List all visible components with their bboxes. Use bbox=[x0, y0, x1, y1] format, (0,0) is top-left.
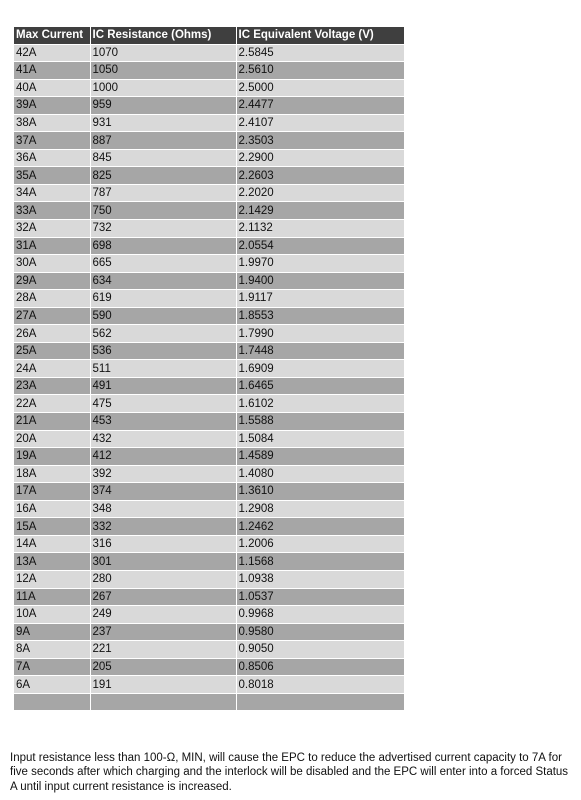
cell-max-current: 22A bbox=[14, 395, 90, 413]
cell-ic-resistance: 931 bbox=[90, 114, 236, 132]
cell-ic-voltage: 1.9400 bbox=[236, 272, 404, 290]
cell-max-current: 27A bbox=[14, 307, 90, 325]
table-row bbox=[14, 184, 404, 202]
cell-ic-resistance: 1050 bbox=[90, 62, 236, 80]
table-row bbox=[14, 500, 404, 518]
cell-max-current: 29A bbox=[14, 272, 90, 290]
table-row bbox=[14, 535, 404, 553]
table-row bbox=[14, 132, 404, 150]
cell-ic-resistance: 887 bbox=[90, 132, 236, 150]
table-row bbox=[14, 307, 404, 325]
table-body bbox=[14, 44, 404, 711]
cell-ic-voltage: 1.8553 bbox=[236, 307, 404, 325]
table-row bbox=[14, 44, 404, 62]
cell-ic-resistance: 249 bbox=[90, 606, 236, 624]
cell-max-current: 16A bbox=[14, 500, 90, 518]
cell-max-current: 10A bbox=[14, 606, 90, 624]
cell-ic-resistance: 280 bbox=[90, 570, 236, 588]
cell-ic-voltage: 1.6465 bbox=[236, 377, 404, 395]
cell-ic-resistance: 205 bbox=[90, 658, 236, 676]
table-row bbox=[14, 395, 404, 413]
table-row bbox=[14, 483, 404, 501]
cell-ic-resistance: 237 bbox=[90, 623, 236, 641]
cell-ic-voltage: 1.2908 bbox=[236, 500, 404, 518]
cell-ic-voltage: 1.6909 bbox=[236, 360, 404, 378]
cell-ic-resistance: 562 bbox=[90, 325, 236, 343]
cell-ic-resistance: 511 bbox=[90, 360, 236, 378]
cell-ic-voltage: 1.4589 bbox=[236, 448, 404, 466]
cell-max-current: 32A bbox=[14, 220, 90, 238]
cell-ic-voltage: 2.3503 bbox=[236, 132, 404, 150]
table-row bbox=[14, 62, 404, 80]
table-row bbox=[14, 448, 404, 466]
table-row bbox=[14, 149, 404, 167]
table-row bbox=[14, 430, 404, 448]
cell-max-current: 24A bbox=[14, 360, 90, 378]
cell-ic-resistance: 750 bbox=[90, 202, 236, 220]
cell-ic-voltage: 0.9580 bbox=[236, 623, 404, 641]
cell-ic-voltage: 1.1568 bbox=[236, 553, 404, 571]
table-row bbox=[14, 413, 404, 431]
cell-ic-resistance: 1070 bbox=[90, 44, 236, 62]
cell-max-current: 7A bbox=[14, 658, 90, 676]
cell-ic-resistance: 619 bbox=[90, 290, 236, 308]
empty-cell bbox=[14, 693, 90, 711]
cell-ic-voltage: 1.3610 bbox=[236, 483, 404, 501]
header-ic-resistance: IC Resistance (Ohms) bbox=[90, 27, 236, 44]
cell-max-current: 25A bbox=[14, 342, 90, 360]
cell-max-current: 26A bbox=[14, 325, 90, 343]
cell-ic-resistance: 590 bbox=[90, 307, 236, 325]
empty-cell bbox=[90, 693, 236, 711]
cell-ic-voltage: 2.5000 bbox=[236, 79, 404, 97]
cell-ic-voltage: 1.0537 bbox=[236, 588, 404, 606]
cell-ic-voltage: 1.4080 bbox=[236, 465, 404, 483]
cell-max-current: 17A bbox=[14, 483, 90, 501]
table-row bbox=[14, 360, 404, 378]
table-row bbox=[14, 588, 404, 606]
cell-ic-voltage: 2.2900 bbox=[236, 149, 404, 167]
empty-cell bbox=[236, 693, 404, 711]
table-row bbox=[14, 79, 404, 97]
cell-ic-resistance: 301 bbox=[90, 553, 236, 571]
cell-ic-resistance: 475 bbox=[90, 395, 236, 413]
cell-ic-resistance: 453 bbox=[90, 413, 236, 431]
cell-ic-voltage: 1.5588 bbox=[236, 413, 404, 431]
cell-ic-resistance: 392 bbox=[90, 465, 236, 483]
cell-ic-voltage: 2.0554 bbox=[236, 237, 404, 255]
table-row bbox=[14, 377, 404, 395]
cell-ic-voltage: 1.6102 bbox=[236, 395, 404, 413]
cell-ic-voltage: 1.7990 bbox=[236, 325, 404, 343]
table-row bbox=[14, 290, 404, 308]
cell-ic-resistance: 432 bbox=[90, 430, 236, 448]
cell-ic-voltage: 1.9117 bbox=[236, 290, 404, 308]
resistance-note: Input resistance less than 100-Ω, MIN, will cause the EPC to reduce the advertised current capacity to 7A for five seconds after which charging and the interlock will be disabled and the EPC will enter into a forced Status A until input current resistance is increased. bbox=[10, 751, 569, 793]
cell-ic-resistance: 412 bbox=[90, 448, 236, 466]
cell-max-current: 6A bbox=[14, 676, 90, 694]
cell-ic-resistance: 698 bbox=[90, 237, 236, 255]
table-header-row bbox=[14, 27, 404, 44]
cell-ic-voltage: 2.4107 bbox=[236, 114, 404, 132]
cell-ic-voltage: 1.2462 bbox=[236, 518, 404, 536]
cell-max-current: 34A bbox=[14, 184, 90, 202]
cell-max-current: 39A bbox=[14, 97, 90, 115]
cell-max-current: 23A bbox=[14, 377, 90, 395]
cell-ic-voltage: 1.7448 bbox=[236, 342, 404, 360]
cell-ic-resistance: 267 bbox=[90, 588, 236, 606]
cell-max-current: 12A bbox=[14, 570, 90, 588]
table-row bbox=[14, 570, 404, 588]
cell-ic-resistance: 491 bbox=[90, 377, 236, 395]
cell-ic-voltage: 2.5845 bbox=[236, 44, 404, 62]
cell-ic-voltage: 2.5610 bbox=[236, 62, 404, 80]
cell-ic-voltage: 0.9968 bbox=[236, 606, 404, 624]
table-row bbox=[14, 97, 404, 115]
table-row bbox=[14, 167, 404, 185]
table-row bbox=[14, 237, 404, 255]
cell-ic-resistance: 634 bbox=[90, 272, 236, 290]
cell-ic-resistance: 374 bbox=[90, 483, 236, 501]
cell-max-current: 9A bbox=[14, 623, 90, 641]
cell-ic-resistance: 665 bbox=[90, 255, 236, 273]
cell-ic-resistance: 1000 bbox=[90, 79, 236, 97]
cell-ic-resistance: 536 bbox=[90, 342, 236, 360]
header-ic-voltage: IC Equivalent Voltage (V) bbox=[236, 27, 404, 44]
table-row bbox=[14, 465, 404, 483]
cell-ic-voltage: 1.0938 bbox=[236, 570, 404, 588]
cell-ic-voltage: 2.1132 bbox=[236, 220, 404, 238]
table-row-empty bbox=[14, 693, 404, 711]
cell-max-current: 35A bbox=[14, 167, 90, 185]
cell-ic-voltage: 0.8018 bbox=[236, 676, 404, 694]
cell-max-current: 28A bbox=[14, 290, 90, 308]
current-resistance-table bbox=[14, 27, 405, 711]
table-row bbox=[14, 255, 404, 273]
cell-max-current: 31A bbox=[14, 237, 90, 255]
cell-max-current: 20A bbox=[14, 430, 90, 448]
table-row bbox=[14, 272, 404, 290]
cell-ic-voltage: 2.1429 bbox=[236, 202, 404, 220]
cell-ic-resistance: 845 bbox=[90, 149, 236, 167]
table-row bbox=[14, 220, 404, 238]
table-row bbox=[14, 342, 404, 360]
cell-max-current: 15A bbox=[14, 518, 90, 536]
cell-ic-voltage: 0.9050 bbox=[236, 641, 404, 659]
table-row bbox=[14, 553, 404, 571]
cell-ic-resistance: 221 bbox=[90, 641, 236, 659]
cell-max-current: 8A bbox=[14, 641, 90, 659]
cell-max-current: 36A bbox=[14, 149, 90, 167]
cell-max-current: 13A bbox=[14, 553, 90, 571]
cell-max-current: 19A bbox=[14, 448, 90, 466]
cell-ic-resistance: 787 bbox=[90, 184, 236, 202]
table-row bbox=[14, 114, 404, 132]
cell-ic-resistance: 191 bbox=[90, 676, 236, 694]
cell-max-current: 11A bbox=[14, 588, 90, 606]
cell-max-current: 21A bbox=[14, 413, 90, 431]
table-row bbox=[14, 676, 404, 694]
header-max-current: Max Current bbox=[14, 27, 90, 44]
cell-max-current: 42A bbox=[14, 44, 90, 62]
cell-max-current: 40A bbox=[14, 79, 90, 97]
cell-ic-resistance: 732 bbox=[90, 220, 236, 238]
cell-ic-voltage: 1.5084 bbox=[236, 430, 404, 448]
cell-ic-resistance: 825 bbox=[90, 167, 236, 185]
table-row bbox=[14, 518, 404, 536]
cell-ic-resistance: 348 bbox=[90, 500, 236, 518]
cell-ic-voltage: 0.8506 bbox=[236, 658, 404, 676]
table-row bbox=[14, 325, 404, 343]
cell-max-current: 30A bbox=[14, 255, 90, 273]
cell-ic-voltage: 1.2006 bbox=[236, 535, 404, 553]
cell-max-current: 18A bbox=[14, 465, 90, 483]
table-row bbox=[14, 658, 404, 676]
table-row bbox=[14, 606, 404, 624]
table-row bbox=[14, 641, 404, 659]
cell-ic-resistance: 959 bbox=[90, 97, 236, 115]
cell-ic-voltage: 2.4477 bbox=[236, 97, 404, 115]
table-row bbox=[14, 623, 404, 641]
cell-ic-voltage: 2.2603 bbox=[236, 167, 404, 185]
cell-ic-resistance: 316 bbox=[90, 535, 236, 553]
table-row bbox=[14, 202, 404, 220]
cell-max-current: 41A bbox=[14, 62, 90, 80]
cell-max-current: 37A bbox=[14, 132, 90, 150]
cell-max-current: 33A bbox=[14, 202, 90, 220]
cell-max-current: 38A bbox=[14, 114, 90, 132]
cell-max-current: 14A bbox=[14, 535, 90, 553]
cell-ic-voltage: 1.9970 bbox=[236, 255, 404, 273]
cell-ic-resistance: 332 bbox=[90, 518, 236, 536]
cell-ic-voltage: 2.2020 bbox=[236, 184, 404, 202]
